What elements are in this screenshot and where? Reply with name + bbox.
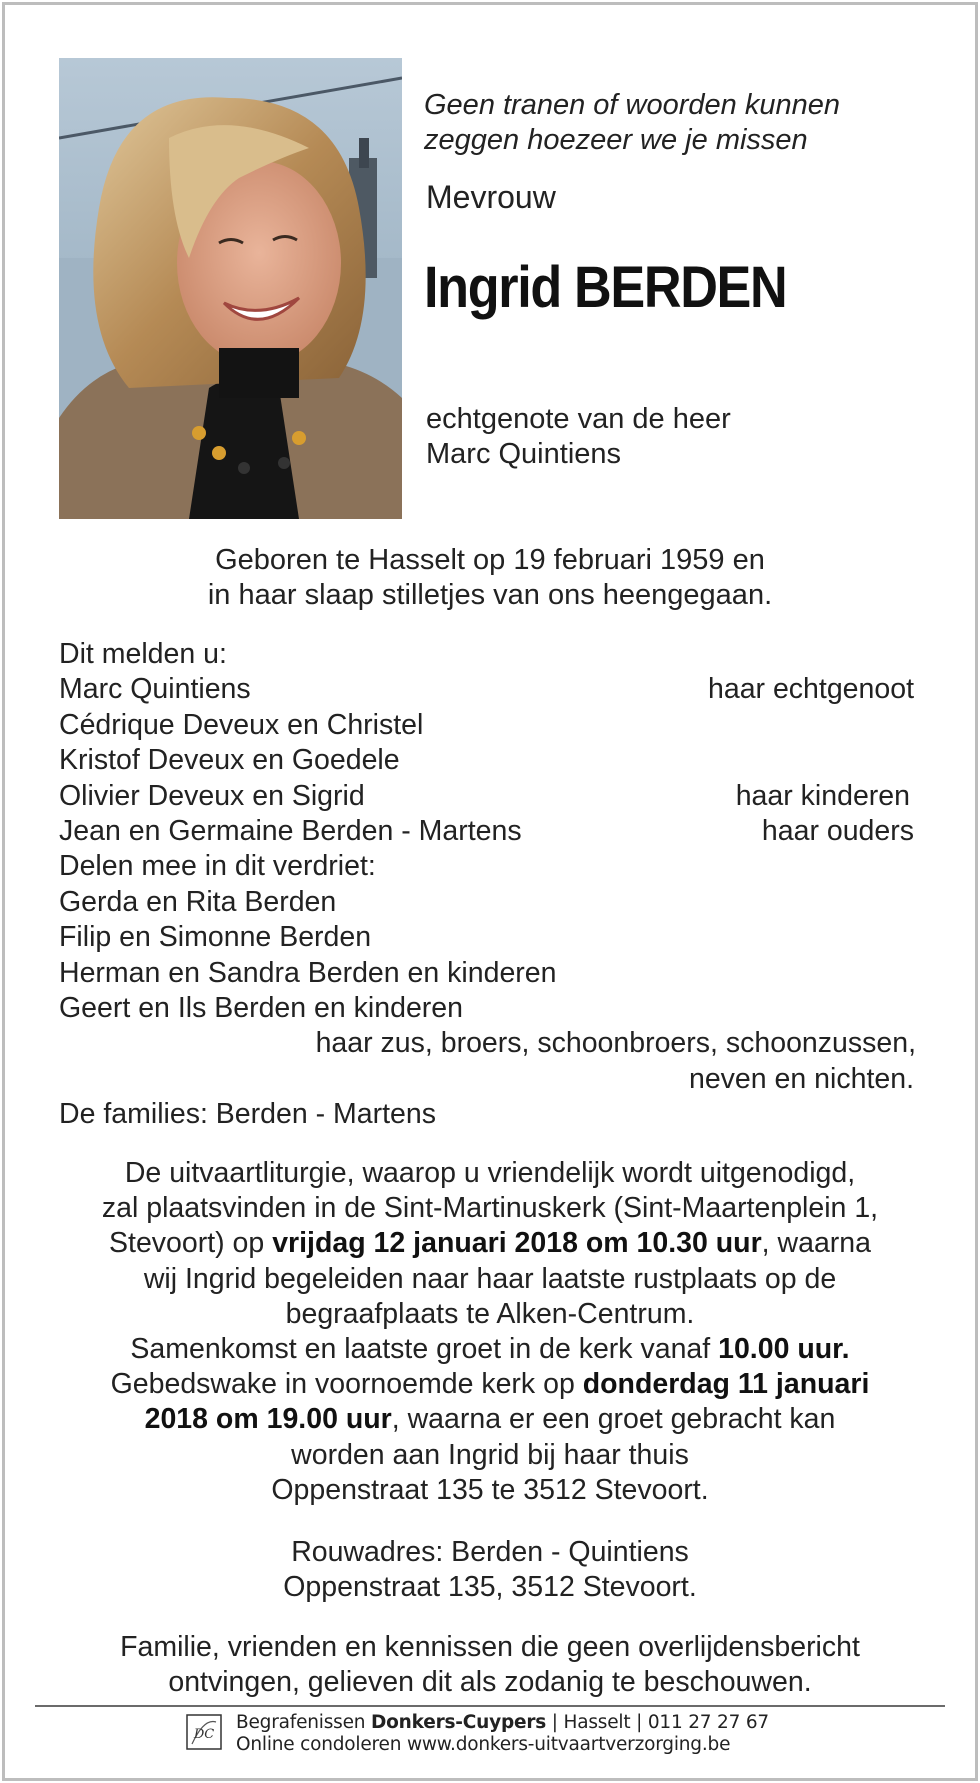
service-line [0, 1332, 980, 1367]
relative-name: Filip en Simonne Berden [59, 921, 372, 954]
relation: haar kinderen [735, 779, 910, 812]
funeral-home-name: Donkers-Cuypers [370, 1712, 547, 1733]
service-text: Samenkomst en laatste groet in de kerk vanaf [130, 1333, 719, 1366]
list-item [59, 885, 914, 920]
list-item [59, 708, 914, 743]
born-line: in haar slaap stilletjes van ons heengegaan. [207, 579, 773, 611]
portrait-image [59, 58, 402, 519]
relative-name: Gerda en Rita Berden [59, 885, 337, 918]
service-text: Stevoort) op [109, 1227, 273, 1260]
list-item [59, 920, 914, 955]
address-line: Rouwadres: Berden - Quintiens [291, 1536, 689, 1568]
footer-text: Begrafenissen [236, 1712, 371, 1733]
service-line: zal plaatsvinden in de Sint-Martinuskerk (Sint-Maartenplein 1, [101, 1192, 879, 1225]
closing-line: Familie, vrienden en kennissen die geen overlijdensbericht [120, 1631, 860, 1663]
spouse-info [426, 402, 731, 472]
service-text: Gebedswake in voornoemde kerk op [110, 1368, 583, 1401]
birth-and-death-info [0, 543, 980, 613]
service-line: Oppenstraat 135 te 3512 Stevoort. [271, 1473, 709, 1506]
service-text: , waarna er een groet gebracht kan [391, 1403, 836, 1436]
service-date: vrijdag 12 januari 2018 om 10.30 uur [272, 1227, 762, 1260]
footer-line [236, 1712, 769, 1734]
service-text: , waarna [761, 1227, 871, 1260]
list-item [59, 1097, 914, 1132]
quote-line: Geen tranen of woorden kunnen [424, 89, 840, 121]
service-line: begraafplaats te Alken-Centrum. [285, 1297, 695, 1330]
service-line [0, 1367, 980, 1402]
list-item [59, 1026, 914, 1061]
logo-lettering: DC [193, 1727, 215, 1742]
relation: haar echtgenoot [708, 673, 914, 706]
list-item [59, 849, 914, 884]
sharing-intro: Delen mee in dit verdriet: [59, 850, 376, 883]
list-item [59, 991, 914, 1026]
funeral-service-info [0, 1156, 980, 1508]
wake-time: 2018 om 19.00 uur [144, 1403, 392, 1436]
portrait-photo [59, 58, 402, 519]
list-item [59, 814, 914, 849]
list-item [59, 672, 914, 707]
relation: neven en nichten. [688, 1062, 914, 1095]
service-line [0, 1226, 980, 1261]
relative-name: Jean en Germaine Berden - Martens [59, 814, 522, 847]
families: De families: Berden - Martens [59, 1098, 436, 1131]
closing-line: ontvingen, gelieven dit als zodanig te beschouwen. [168, 1666, 812, 1699]
honorific: Mevrouw [426, 179, 556, 215]
gathering-time: 10.00 uur. [718, 1333, 850, 1366]
memorial-quote [424, 88, 840, 158]
mourning-address [0, 1535, 980, 1605]
relative-name: Marc Quintiens [59, 673, 251, 706]
funeral-home-logo [186, 1714, 222, 1750]
relation: haar zus, broers, schoonbroers, schoonzussen, [315, 1027, 916, 1060]
service-line: worden aan Ingrid bij haar thuis [291, 1438, 689, 1471]
footer-divider [35, 1705, 945, 1707]
address-line: Oppenstraat 135, 3512 Stevoort. [283, 1571, 697, 1604]
service-line: wij Ingrid begeleiden naar haar laatste rustplaats op de [143, 1262, 837, 1295]
footer-website[interactable]: Online condoleren www.donkers-uitvaartverzorging.be [236, 1734, 731, 1755]
wake-date: donderdag 11 januari [582, 1368, 870, 1401]
closing-notice [0, 1630, 980, 1700]
service-line: De uitvaartliturgie, waarop u vriendelijk wordt uitgenodigd, [124, 1157, 856, 1189]
relative-name: Olivier Deveux en Sigrid [59, 779, 365, 812]
list-item [59, 743, 914, 778]
announcers-intro-row [59, 637, 914, 672]
relative-name: Geert en Ils Berden en kinderen [59, 991, 463, 1024]
relative-name: Cédrique Deveux en Christel [59, 708, 424, 741]
footer-contact: | Hasselt | 011 27 27 67 [546, 1712, 769, 1733]
funeral-home-footer [236, 1712, 769, 1756]
list-item [59, 956, 914, 991]
relation: haar ouders [761, 814, 914, 847]
deceased-name: Ingrid BERDEN [424, 255, 787, 320]
quote-line: zeggen hoezeer we je missen [424, 124, 808, 156]
announcers-list [59, 637, 914, 1132]
list-item [59, 1062, 914, 1097]
relative-name: Herman en Sandra Berden en kinderen [59, 956, 557, 989]
list-item [59, 779, 914, 814]
relative-name: Kristof Deveux en Goedele [59, 744, 400, 777]
born-line: Geboren te Hasselt op 19 februari 1959 en [215, 544, 765, 576]
announcers-intro: Dit melden u: [59, 638, 227, 670]
spouse-line: echtgenote van de heer [426, 403, 731, 435]
service-line [0, 1402, 980, 1437]
spouse-line: Marc Quintiens [426, 438, 622, 470]
